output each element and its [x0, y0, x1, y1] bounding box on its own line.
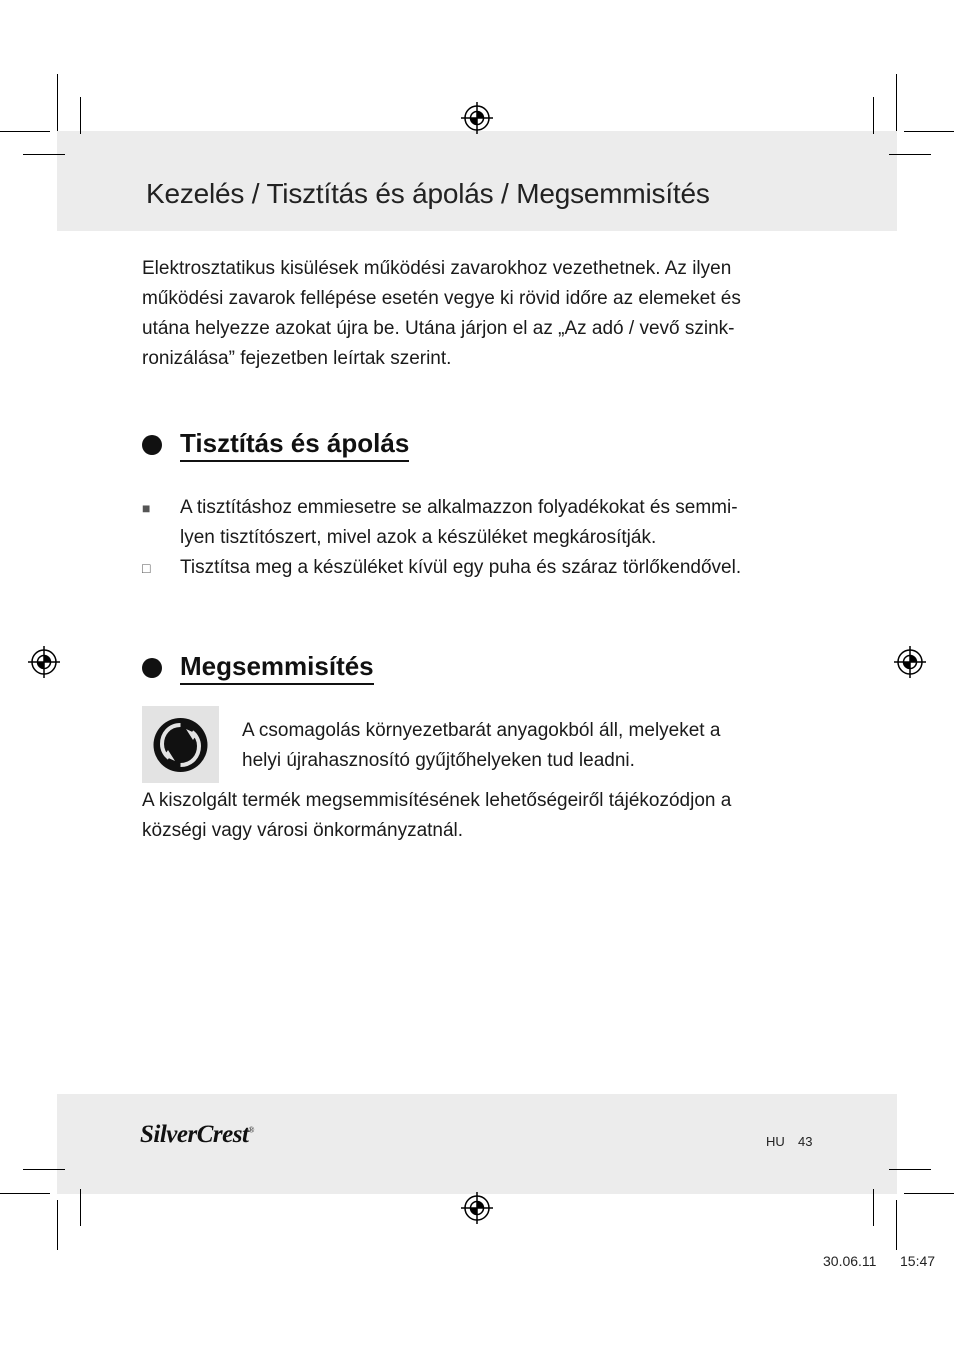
- instruction-item: [142, 553, 842, 583]
- crop-mark: [80, 1189, 81, 1226]
- paragraph-line: Elektrosztatikus kisülések működési zavarokhoz vezethetnek. Az ilyen: [142, 258, 732, 279]
- crop-mark: [0, 1193, 50, 1194]
- crop-mark: [889, 1169, 931, 1170]
- crop-mark: [889, 154, 931, 155]
- page-title: Kezelés / Tisztítás és ápolás / Megsemmisítés: [146, 178, 710, 209]
- recycle-icon-box: [142, 706, 219, 783]
- disposal-section-title: Megsemmisítés: [180, 651, 374, 685]
- paragraph-line: községi vagy városi önkormányzatnál.: [142, 820, 464, 841]
- warning-line: lyen tisztítószert, mivel azok a készüléket megkárosítják.: [180, 527, 657, 548]
- print-time: 15:47: [900, 1253, 936, 1269]
- registration-mark-icon: [461, 1192, 493, 1224]
- crop-mark: [0, 131, 50, 132]
- bullet-dot-icon: [142, 435, 162, 455]
- paragraph-line: A csomagolás környezetbarát anyagokból áll, melyeket a: [242, 720, 721, 741]
- bullet-dot-icon: [142, 658, 162, 678]
- language-code: HU: [766, 1134, 785, 1149]
- print-date: 30.06.11: [823, 1253, 877, 1269]
- registration-mark-icon: [461, 102, 493, 134]
- crop-mark: [896, 1200, 897, 1250]
- registered-mark: ®: [248, 1125, 254, 1135]
- warning-item: [142, 493, 842, 553]
- paragraph-line: működési zavarok fellépése esetén vegye ki rövid időre az elemeket és: [142, 288, 741, 309]
- green-dot-recycle-icon: [142, 706, 219, 783]
- filled-square-icon: ■: [142, 500, 151, 516]
- paragraph-line: utána helyezze azokat újra be. Utána járjon el az „Az adó / vevő szink-: [142, 318, 735, 339]
- cleaning-section-title: Tisztítás és ápolás: [180, 428, 409, 462]
- warning-text: [180, 493, 738, 553]
- paragraph-line: helyi újrahasznosító gyűjtőhelyeken tud leadni.: [242, 750, 635, 771]
- crop-mark: [80, 97, 81, 134]
- product-disposal-paragraph: [142, 786, 731, 846]
- crop-mark: [904, 131, 954, 132]
- registration-mark-icon: [894, 646, 926, 678]
- crop-mark: [873, 1189, 874, 1226]
- page-number: 43: [798, 1134, 813, 1149]
- instruction-text: Tisztítsa meg a készüléket kívül egy puha és száraz törlőkendővel.: [180, 557, 742, 578]
- crop-mark: [904, 1193, 954, 1194]
- crop-mark: [896, 74, 897, 131]
- disposal-section-heading: [142, 648, 374, 688]
- warning-line: A tisztításhoz emmiesetre se alkalmazzon folyadékokat és semmi-: [180, 497, 738, 518]
- crop-mark: [23, 1169, 65, 1170]
- cleaning-section-heading: [142, 425, 409, 465]
- registration-mark-icon: [28, 646, 60, 678]
- paragraph-line: ronizálása” fejezetben leírtak szerint.: [142, 348, 452, 369]
- intro-paragraph: [142, 254, 741, 374]
- crop-mark: [23, 154, 65, 155]
- packaging-paragraph: [242, 716, 720, 776]
- paragraph-line: A kiszolgált termék megsemmisítésének lehetőségeiről tájékozódjon a: [142, 790, 732, 811]
- brand-logo: [140, 1121, 254, 1149]
- crop-mark: [57, 74, 58, 131]
- crop-mark: [873, 97, 874, 134]
- empty-square-icon: □: [142, 560, 151, 576]
- brand-name: SilverCrest: [140, 1121, 249, 1148]
- crop-mark: [57, 1200, 58, 1250]
